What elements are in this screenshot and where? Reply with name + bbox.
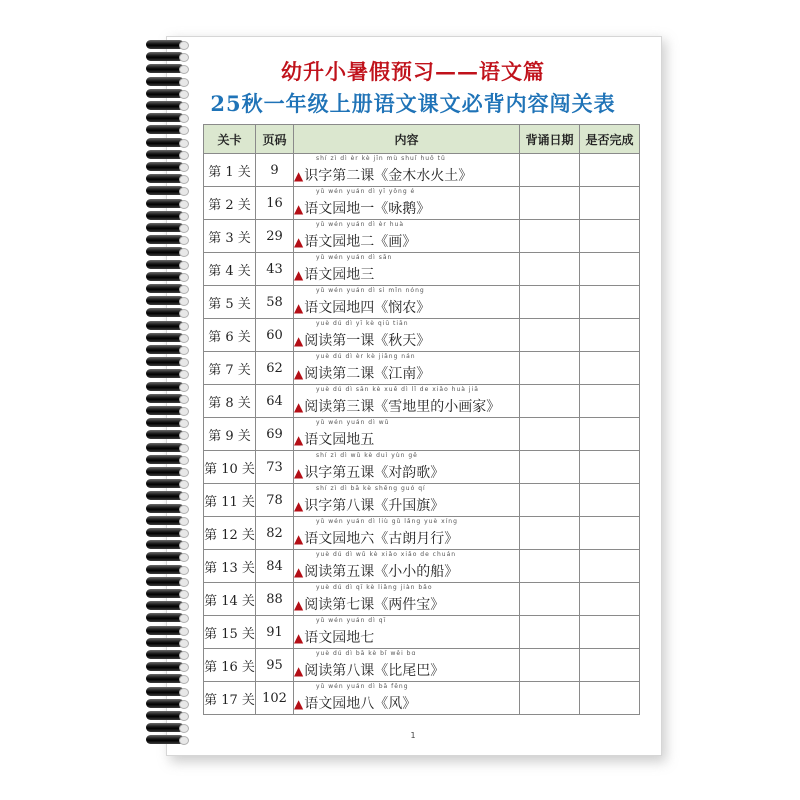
page-cell: 64 — [256, 385, 294, 418]
table-row — [204, 220, 640, 253]
recitation-table — [203, 124, 640, 715]
table-row — [204, 253, 640, 286]
pinyin-annotation: yǔ wén yuán dì wǔ — [316, 419, 390, 426]
spiral-coil — [146, 357, 184, 366]
page-cell: 29 — [256, 220, 294, 253]
page-cell: 78 — [256, 484, 294, 517]
table-row — [204, 583, 640, 616]
triangle-marker-icon: ▲ — [294, 235, 304, 249]
completed-cell[interactable] — [580, 220, 640, 253]
content-text: 识字第二课《金木水火土》 — [304, 168, 473, 184]
spiral-coil — [146, 552, 184, 561]
triangle-marker-icon: ▲ — [294, 565, 304, 579]
spiral-coil — [146, 504, 184, 513]
content-text: 阅读第七课《两件宝》 — [304, 597, 445, 613]
triangle-marker-icon: ▲ — [294, 334, 304, 348]
level-cell: 第 14 关 — [204, 583, 256, 616]
spiral-coil — [146, 272, 184, 281]
page-cell: 95 — [256, 649, 294, 682]
level-cell: 第 11 关 — [204, 484, 256, 517]
content-cell — [294, 418, 520, 451]
content-cell — [294, 484, 520, 517]
recite-date-cell[interactable] — [520, 616, 580, 649]
spiral-coil — [146, 528, 184, 537]
page-cell: 16 — [256, 187, 294, 220]
spiral-coil — [146, 296, 184, 305]
level-cell: 第 13 关 — [204, 550, 256, 583]
header-content: 内容 — [294, 125, 520, 154]
pinyin-annotation: yuè dú dì bā kè bǐ wěi bɑ — [316, 650, 417, 657]
completed-cell[interactable] — [580, 517, 640, 550]
completed-cell[interactable] — [580, 550, 640, 583]
pinyin-annotation: yǔ wén yuán dì èr huà — [316, 221, 405, 228]
table-header-row — [204, 125, 640, 154]
page-number: 1 — [410, 731, 416, 740]
pinyin-annotation: yǔ wén yuán dì bā fēng — [316, 683, 409, 690]
spiral-coil — [146, 308, 184, 317]
level-cell: 第 7 关 — [204, 352, 256, 385]
spiral-coil — [146, 247, 184, 256]
page-cell: 43 — [256, 253, 294, 286]
completed-cell[interactable] — [580, 451, 640, 484]
spiral-coil — [146, 455, 184, 464]
completed-cell[interactable] — [580, 352, 640, 385]
recite-date-cell[interactable] — [520, 649, 580, 682]
spiral-coil — [146, 674, 184, 683]
level-cell: 第 3 关 — [204, 220, 256, 253]
spiral-coil — [146, 125, 184, 134]
recite-date-cell[interactable] — [520, 220, 580, 253]
spiral-coil — [146, 394, 184, 403]
spiral-coil — [146, 345, 184, 354]
content-text: 阅读第八课《比尾巴》 — [304, 663, 445, 679]
page-cell: 60 — [256, 319, 294, 352]
triangle-marker-icon: ▲ — [294, 532, 304, 546]
table-row — [204, 319, 640, 352]
spiral-coil — [146, 406, 184, 415]
completed-cell[interactable] — [580, 154, 640, 187]
spiral-coil — [146, 333, 184, 342]
header-completed: 是否完成 — [580, 125, 640, 154]
spiral-coil — [146, 162, 184, 171]
spiral-coil — [146, 638, 184, 647]
spiral-coil — [146, 369, 184, 378]
content-text: 语文园地六《古朗月行》 — [304, 531, 459, 547]
spiral-binding-icon — [146, 40, 190, 750]
spiral-coil — [146, 491, 184, 500]
content-text: 阅读第二课《江南》 — [304, 366, 431, 382]
pinyin-annotation: yǔ wén yuán dì qī — [316, 617, 387, 624]
table-row — [204, 352, 640, 385]
content-text: 阅读第五课《小小的船》 — [304, 564, 459, 580]
pinyin-annotation: shí zì dì wǔ kè duì yùn gē — [316, 452, 418, 459]
pinyin-annotation: yǔ wén yuán dì sān — [316, 254, 393, 261]
pinyin-annotation: yuè dú dì wǔ kè xiǎo xiǎo de chuán — [316, 551, 457, 558]
spiral-coil — [146, 687, 184, 696]
content-text: 识字第五课《对韵歌》 — [304, 465, 445, 481]
spiral-coil — [146, 662, 184, 671]
triangle-marker-icon: ▲ — [294, 697, 304, 711]
recite-date-cell[interactable] — [520, 682, 580, 715]
spiral-coil — [146, 284, 184, 293]
spiral-coil — [146, 430, 184, 439]
document-title: 幼升小暑假预习——语文篇 — [281, 59, 545, 84]
completed-cell[interactable] — [580, 484, 640, 517]
spiral-coil — [146, 589, 184, 598]
pinyin-annotation: shí zì dì bā kè shēng guó qí — [316, 485, 426, 492]
spiral-coil — [146, 150, 184, 159]
spiral-coil — [146, 601, 184, 610]
content-text: 语文园地三 — [304, 267, 375, 283]
level-cell: 第 16 关 — [204, 649, 256, 682]
content-text: 语文园地一《咏鹅》 — [304, 201, 431, 217]
table-row — [204, 451, 640, 484]
content-cell — [294, 649, 520, 682]
recite-date-cell[interactable] — [520, 517, 580, 550]
pinyin-annotation: yǔ wén yuán dì liù gǔ lǎng yuè xíng — [316, 518, 458, 525]
page-cell: 84 — [256, 550, 294, 583]
recite-date-cell[interactable] — [520, 319, 580, 352]
content-cell — [294, 385, 520, 418]
table-row — [204, 187, 640, 220]
table-row — [204, 385, 640, 418]
spiral-coil — [146, 626, 184, 635]
recite-date-cell[interactable] — [520, 352, 580, 385]
page-cell: 91 — [256, 616, 294, 649]
content-cell — [294, 352, 520, 385]
pinyin-annotation: yǔ wén yuán dì sì mǐn nóng — [316, 287, 425, 294]
content-cell — [294, 253, 520, 286]
spiral-coil — [146, 174, 184, 183]
recite-date-cell[interactable] — [520, 286, 580, 319]
table-row — [204, 616, 640, 649]
content-cell — [294, 154, 520, 187]
recite-date-cell[interactable] — [520, 418, 580, 451]
spiral-coil — [146, 577, 184, 586]
triangle-marker-icon: ▲ — [294, 499, 304, 513]
spiral-coil — [146, 40, 184, 49]
triangle-marker-icon: ▲ — [294, 664, 304, 678]
triangle-marker-icon: ▲ — [294, 466, 304, 480]
table-row — [204, 649, 640, 682]
document-subtitle: 25秋一年级上册语文课文必背内容闯关表 — [210, 91, 616, 116]
level-cell: 第 6 关 — [204, 319, 256, 352]
completed-cell[interactable] — [580, 319, 640, 352]
page-cell: 82 — [256, 517, 294, 550]
content-cell — [294, 616, 520, 649]
spiral-coil — [146, 382, 184, 391]
triangle-marker-icon: ▲ — [294, 433, 304, 447]
triangle-marker-icon: ▲ — [294, 268, 304, 282]
spiral-coil — [146, 699, 184, 708]
page-cell: 69 — [256, 418, 294, 451]
header-recite-date: 背诵日期 — [520, 125, 580, 154]
spiral-coil — [146, 467, 184, 476]
table-row — [204, 550, 640, 583]
pinyin-annotation: yuè dú dì yī kè qiū tiān — [316, 320, 409, 327]
table-row — [204, 517, 640, 550]
table-row — [204, 682, 640, 715]
spiral-coil — [146, 443, 184, 452]
content-text: 识字第八课《升国旗》 — [304, 498, 445, 514]
spiral-coil — [146, 138, 184, 147]
level-cell: 第 8 关 — [204, 385, 256, 418]
content-cell — [294, 451, 520, 484]
triangle-marker-icon: ▲ — [294, 400, 304, 414]
page-cell: 88 — [256, 583, 294, 616]
table-row — [204, 484, 640, 517]
triangle-marker-icon: ▲ — [294, 169, 304, 183]
recite-date-cell[interactable] — [520, 550, 580, 583]
triangle-marker-icon: ▲ — [294, 301, 304, 315]
content-text: 阅读第三课《雪地里的小画家》 — [304, 399, 501, 415]
content-cell — [294, 187, 520, 220]
pinyin-annotation: yuè dú dì èr kè jiāng nán — [316, 353, 416, 360]
table-row — [204, 286, 640, 319]
spiral-coil — [146, 540, 184, 549]
completed-cell[interactable] — [580, 187, 640, 220]
spiral-coil — [146, 260, 184, 269]
level-cell: 第 17 关 — [204, 682, 256, 715]
content-cell — [294, 517, 520, 550]
spiral-coil — [146, 223, 184, 232]
completed-cell[interactable] — [580, 649, 640, 682]
spiral-coil — [146, 565, 184, 574]
level-cell: 第 12 关 — [204, 517, 256, 550]
triangle-marker-icon: ▲ — [294, 202, 304, 216]
content-cell — [294, 319, 520, 352]
level-cell: 第 9 关 — [204, 418, 256, 451]
pinyin-annotation: yǔ wén yuán dì yī yǒng é — [316, 188, 416, 195]
pinyin-annotation: yuè dú dì sān kè xuě dì lǐ de xiǎo huà jiā — [316, 386, 479, 393]
recite-date-cell[interactable] — [520, 484, 580, 517]
completed-cell[interactable] — [580, 286, 640, 319]
recite-date-cell[interactable] — [520, 451, 580, 484]
level-cell: 第 2 关 — [204, 187, 256, 220]
level-cell: 第 15 关 — [204, 616, 256, 649]
spiral-coil — [146, 650, 184, 659]
completed-cell[interactable] — [580, 253, 640, 286]
completed-cell[interactable] — [580, 418, 640, 451]
content-text: 语文园地七 — [304, 630, 375, 646]
triangle-marker-icon: ▲ — [294, 631, 304, 645]
page-cell: 102 — [256, 682, 294, 715]
level-cell: 第 10 关 — [204, 451, 256, 484]
spiral-coil — [146, 479, 184, 488]
content-cell — [294, 583, 520, 616]
spiral-coil — [146, 418, 184, 427]
completed-cell[interactable] — [580, 682, 640, 715]
triangle-marker-icon: ▲ — [294, 598, 304, 612]
content-cell — [294, 550, 520, 583]
header-page: 页码 — [256, 125, 294, 154]
header-level: 关卡 — [204, 125, 256, 154]
table-row — [204, 418, 640, 451]
spiral-coil — [146, 516, 184, 525]
spiral-coil — [146, 199, 184, 208]
page-cell: 58 — [256, 286, 294, 319]
content-text: 语文园地二《画》 — [304, 234, 417, 250]
recite-date-cell[interactable] — [520, 253, 580, 286]
spiral-coil — [146, 613, 184, 622]
level-cell: 第 4 关 — [204, 253, 256, 286]
pinyin-annotation: shí zì dì èr kè jīn mù shuǐ huǒ tǔ — [316, 155, 446, 162]
spiral-coil — [146, 186, 184, 195]
completed-cell[interactable] — [580, 385, 640, 418]
content-text: 阅读第一课《秋天》 — [304, 333, 431, 349]
page-cell: 73 — [256, 451, 294, 484]
completed-cell[interactable] — [580, 583, 640, 616]
content-text: 语文园地八《风》 — [304, 696, 417, 712]
recite-date-cell[interactable] — [520, 385, 580, 418]
recite-date-cell[interactable] — [520, 187, 580, 220]
triangle-marker-icon: ▲ — [294, 367, 304, 381]
spiral-coil — [146, 321, 184, 330]
content-text: 语文园地五 — [304, 432, 375, 448]
content-cell — [294, 286, 520, 319]
content-text: 语文园地四《悯农》 — [304, 300, 431, 316]
spiral-coil — [146, 211, 184, 220]
page-cell: 62 — [256, 352, 294, 385]
completed-cell[interactable] — [580, 616, 640, 649]
recite-date-cell[interactable] — [520, 154, 580, 187]
content-cell — [294, 682, 520, 715]
page-cell: 9 — [256, 154, 294, 187]
spiral-coil — [146, 711, 184, 720]
recite-date-cell[interactable] — [520, 583, 580, 616]
content-cell — [294, 220, 520, 253]
spiral-coil — [146, 235, 184, 244]
table-row — [204, 154, 640, 187]
level-cell: 第 1 关 — [204, 154, 256, 187]
level-cell: 第 5 关 — [204, 286, 256, 319]
pinyin-annotation: yuè dú dì qī kè liǎng jiàn bǎo — [316, 584, 433, 591]
